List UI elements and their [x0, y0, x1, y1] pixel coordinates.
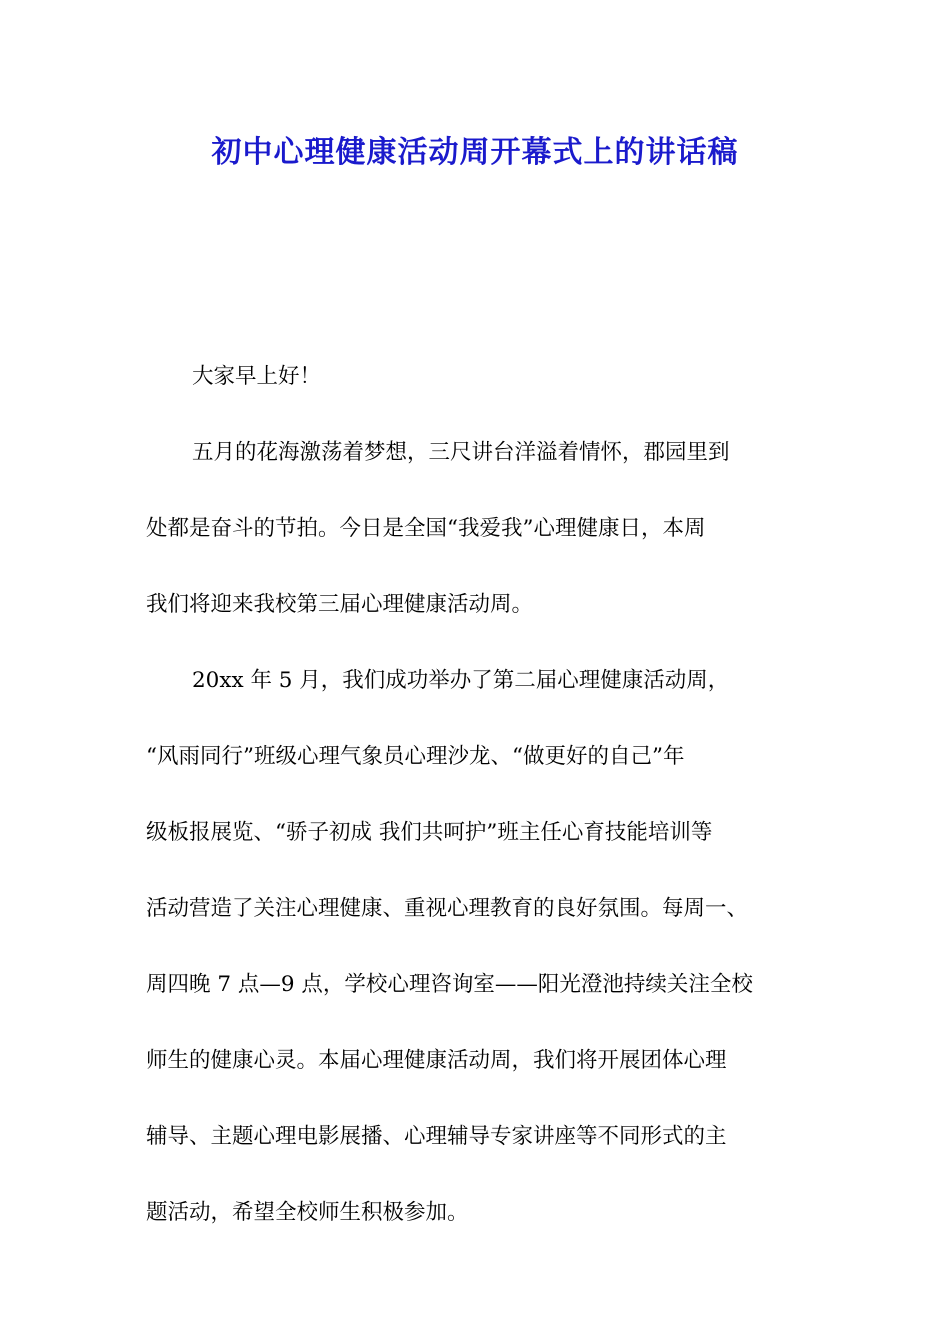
text-line: 五月的花海激荡着梦想，三尺讲台洋溢着情怀，郡园里到: [192, 440, 730, 465]
text-line: 处都是奋斗的节拍。今日是全国“我爱我”心理健康日，本周: [146, 516, 706, 541]
text-line: 师生的健康心灵。本届心理健康活动周，我们将开展团体心理: [146, 1048, 727, 1073]
text-line: 大家早上好！: [192, 364, 322, 389]
text-line: 级板报展览、“骄子初成 我们共呵护”班主任心育技能培训等: [146, 820, 713, 845]
document-title: 初中心理健康活动周开幕式上的讲话稿: [211, 135, 739, 170]
text-line: 20xx 年 5 月，我们成功举办了第二届心理健康活动周，: [192, 668, 730, 693]
text-line: 活动营造了关注心理健康、重视心理教育的良好氛围。每周一、: [146, 896, 749, 921]
text-line: “风雨同行”班级心理气象员心理沙龙、“做更好的自己”年: [146, 744, 685, 769]
text-line: 题活动，希望全校师生积极参加。: [146, 1200, 469, 1225]
text-line: 辅导、主题心理电影展播、心理辅导专家讲座等不同形式的主: [146, 1124, 727, 1149]
text-line: 我们将迎来我校第三届心理健康活动周。: [146, 592, 534, 617]
text-line: 周四晚 7 点—9 点，学校心理咨询室——阳光澄池持续关注全校: [146, 972, 753, 997]
document-body: [146, 339, 826, 1251]
